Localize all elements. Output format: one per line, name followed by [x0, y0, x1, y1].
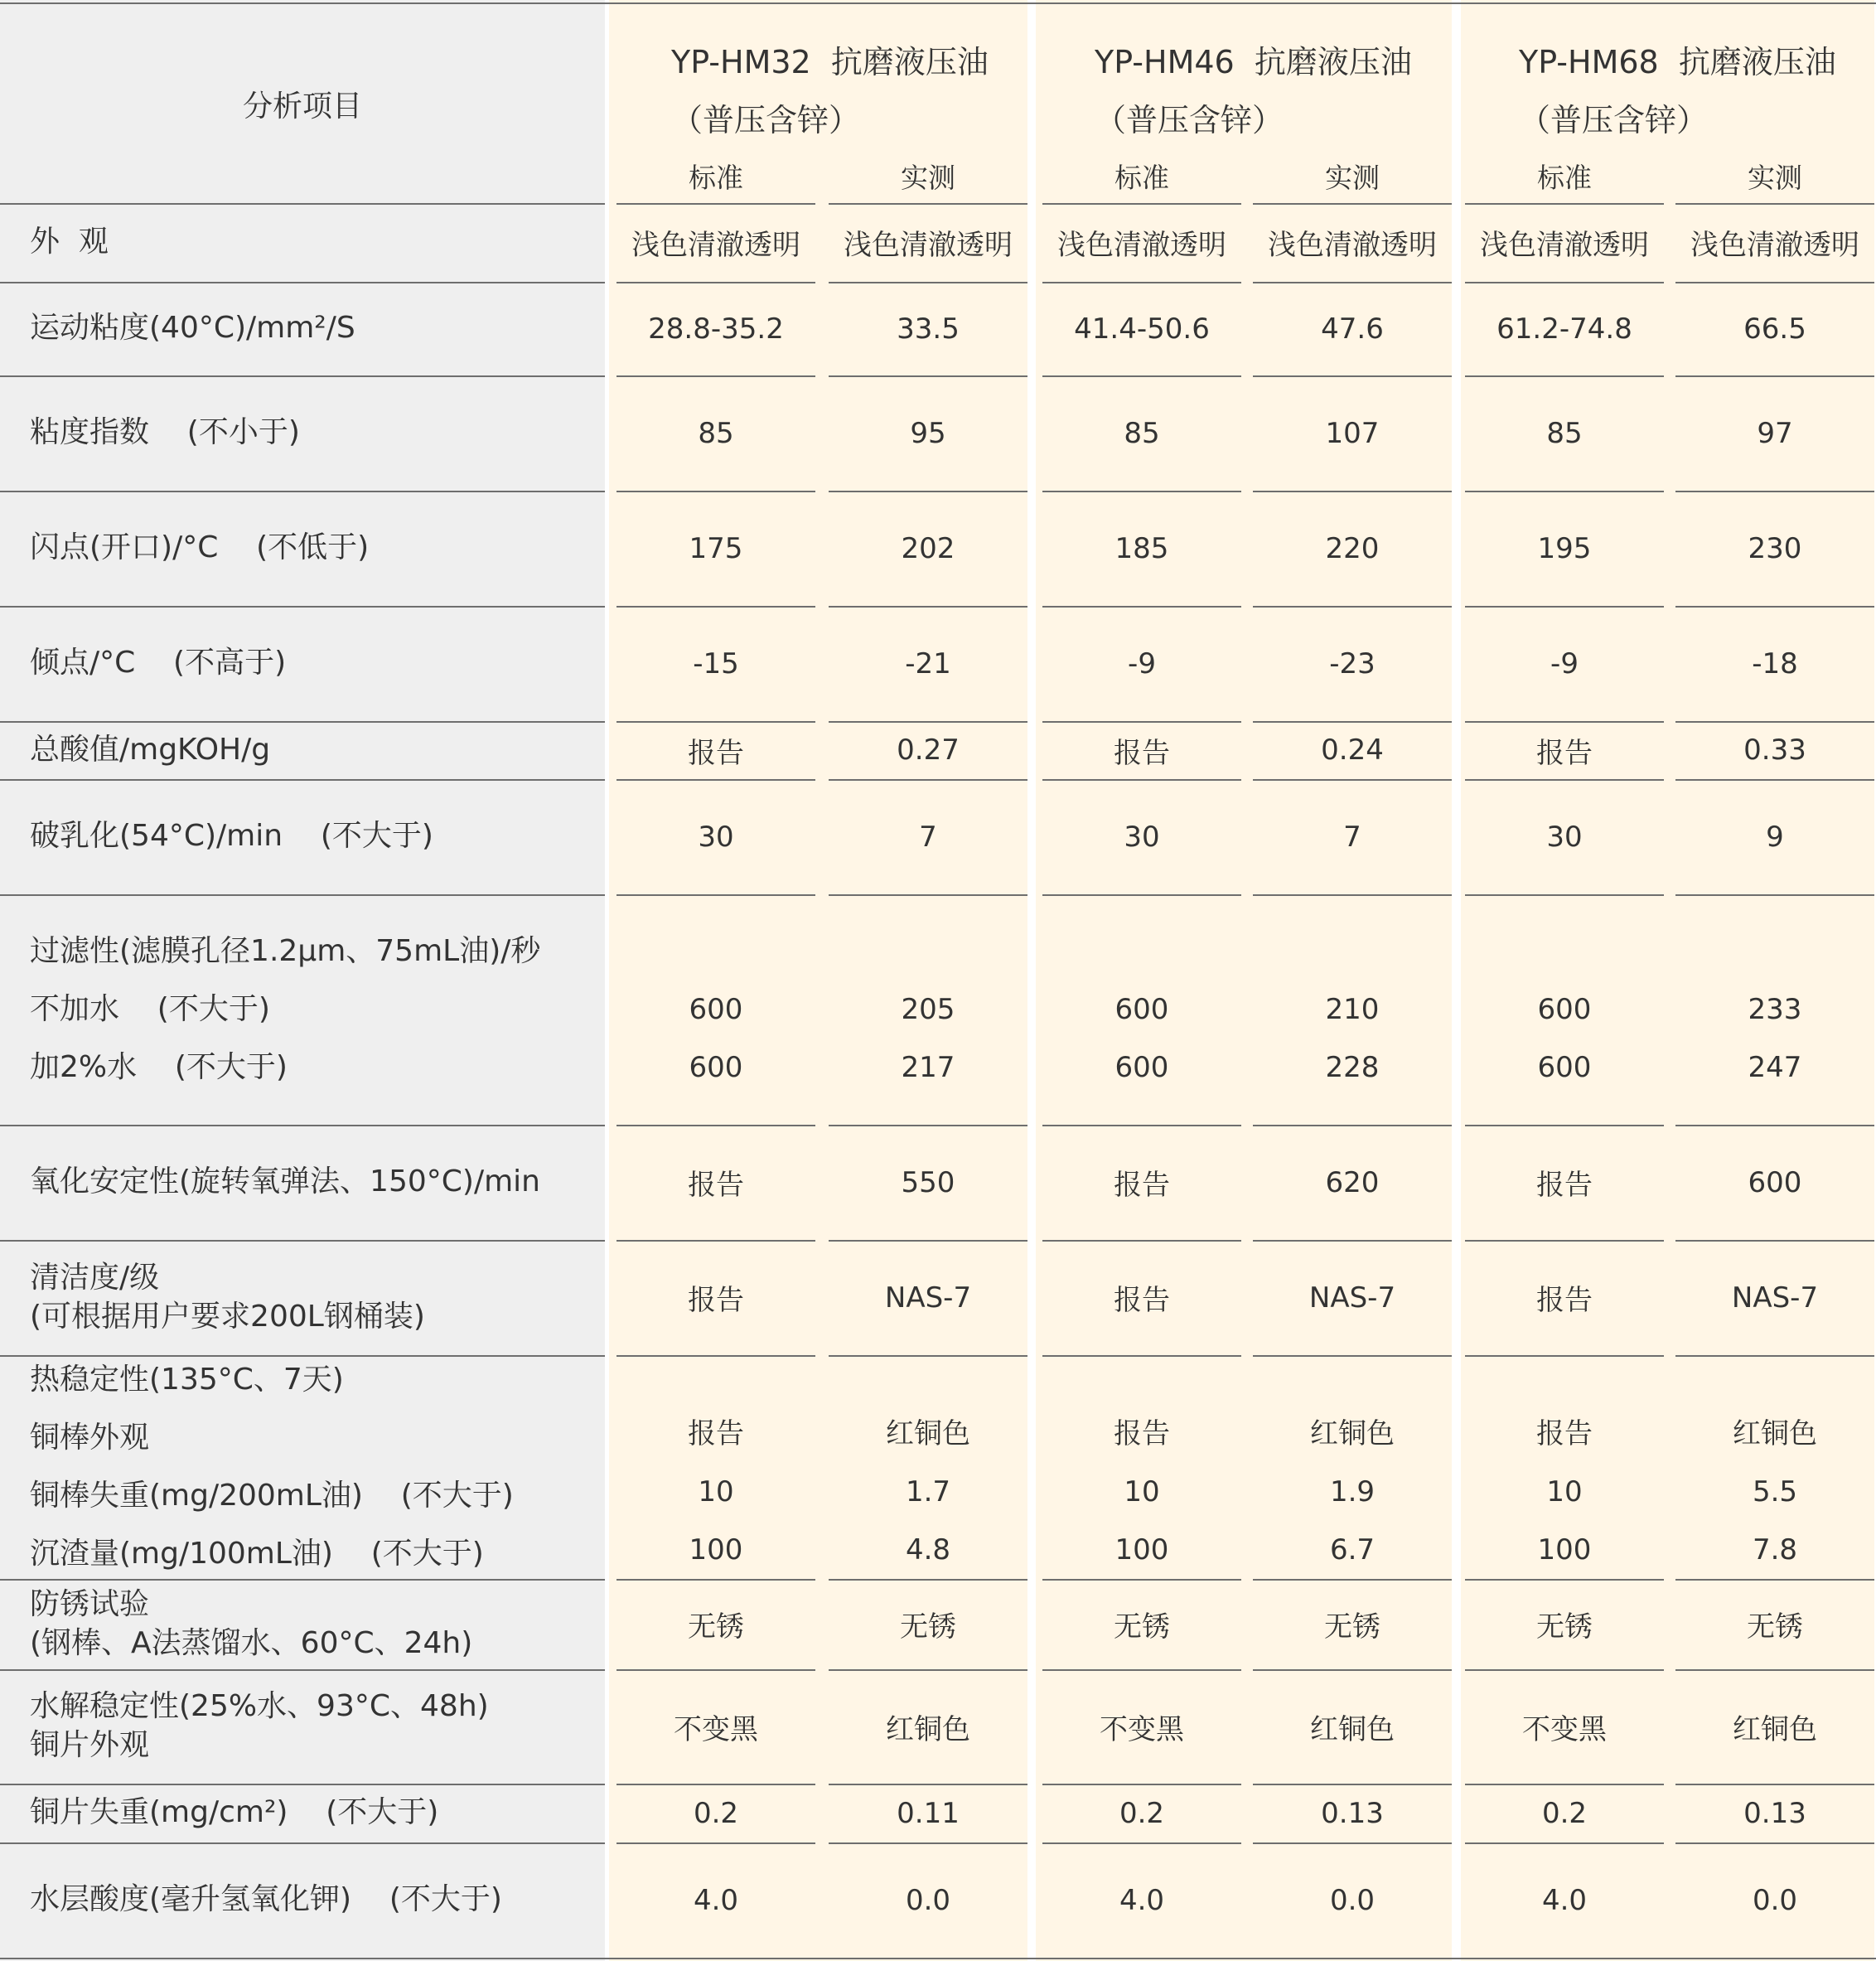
measured-value-cell	[1675, 1240, 1874, 1355]
row-label-line: 热稳定性(135°C、7天)	[30, 1363, 344, 1397]
measured-value-cell	[829, 721, 1027, 779]
cell-value: 28.8-35.2	[648, 312, 784, 346]
measured-value-cell	[829, 1579, 1027, 1669]
cell-value: 0.27	[897, 734, 960, 767]
row-label	[30, 491, 602, 606]
subheader-measured: 实测	[1325, 161, 1380, 194]
measured-value-cell	[1253, 1784, 1452, 1842]
measured-value-cell	[1253, 721, 1452, 779]
product-header-hm68	[1519, 33, 1836, 149]
cell-value: 7	[1343, 820, 1361, 854]
standard-value-cell	[616, 1355, 815, 1579]
row-label-line: 氧化安定性(旋转氧弹法、150°C)/min	[30, 1164, 540, 1199]
row-label-line: (可根据用户要求200L钢桶装)	[30, 1299, 425, 1334]
standard-value-cell	[616, 1669, 815, 1784]
subheader-standard: 标准	[1114, 161, 1169, 194]
measured-value-cell	[829, 282, 1027, 375]
product-header-hm46	[1095, 33, 1412, 149]
cell-value: 4.0	[693, 1883, 739, 1917]
cell-value: 报告	[688, 1169, 744, 1202]
standard-value-cell	[616, 721, 815, 779]
product-type: （普压含锌）	[671, 102, 861, 138]
standard-value-cell	[1465, 721, 1664, 779]
cell-value: NAS-7	[1731, 1281, 1819, 1315]
subheader-measured: 实测	[901, 161, 955, 194]
standard-value-cell	[1042, 1579, 1241, 1669]
cell-value: 红铜色	[1733, 1417, 1817, 1450]
measured-value-cell	[829, 491, 1027, 606]
measured-value-cell	[829, 1842, 1027, 1958]
measured-value-cell	[1253, 779, 1452, 894]
cell-value: 30	[698, 820, 734, 854]
measured-value-cell	[1253, 375, 1452, 491]
measured-value-cell	[1675, 1579, 1874, 1669]
standard-value-cell	[1465, 1579, 1664, 1669]
cell-value: 30	[1124, 820, 1160, 854]
measured-value-cell	[1675, 1125, 1874, 1240]
cell-value: 红铜色	[1310, 1417, 1395, 1450]
standard-value-cell	[616, 1125, 815, 1240]
row-label-line: 水解稳定性(25%水、93°C、48h)	[30, 1689, 489, 1724]
row-label-line: 不加水 (不大于)	[30, 992, 270, 1026]
measured-value-cell	[1253, 894, 1452, 1125]
standard-value-cell	[616, 375, 815, 491]
cell-value: 47.6	[1321, 312, 1384, 346]
cell-value: 0.24	[1321, 734, 1384, 767]
row-label-line: 闪点(开口)/°C (不低于)	[30, 530, 370, 565]
cell-value: 0.2	[693, 1796, 739, 1830]
measured-value-cell	[829, 1355, 1027, 1579]
cell-value: 600	[689, 993, 743, 1026]
cell-value: 4.0	[1119, 1883, 1165, 1917]
measured-value-cell	[829, 1240, 1027, 1355]
standard-value-cell	[616, 282, 815, 375]
row-label	[30, 779, 602, 894]
standard-value-cell	[1042, 1669, 1241, 1784]
measured-value-cell	[1253, 491, 1452, 606]
measured-value-cell	[829, 606, 1027, 721]
cell-value: 205	[901, 993, 955, 1026]
cell-value: 报告	[1536, 1284, 1593, 1317]
standard-value-cell	[616, 606, 815, 721]
standard-value-cell	[1465, 894, 1664, 1125]
cell-value: 0.2	[1541, 1796, 1588, 1830]
cell-value: 报告	[1114, 1169, 1170, 1202]
measured-value-cell	[1253, 282, 1452, 375]
row-label	[30, 1842, 602, 1958]
standard-value-cell	[616, 779, 815, 894]
row-label-line: 铜片外观	[30, 1728, 150, 1762]
cell-value: 5.5	[1752, 1475, 1798, 1508]
standard-value-cell	[616, 1784, 815, 1842]
row-label-line: 清洁度/级	[30, 1260, 160, 1295]
cell-value: 9	[1766, 820, 1784, 854]
measured-value-cell	[1675, 894, 1874, 1125]
row-label-line: 铜棒失重(mg/200mL油) (不大于)	[30, 1479, 514, 1513]
product-name: YP-HM32 抗磨液压油	[671, 44, 989, 80]
standard-value-cell	[1465, 1669, 1664, 1784]
cell-value: 报告	[1536, 736, 1593, 770]
row-label	[30, 721, 602, 779]
cell-value: 41.4-50.6	[1074, 312, 1210, 346]
standard-value-cell	[1042, 375, 1241, 491]
cell-value: 1.7	[905, 1475, 951, 1508]
cell-value: 报告	[1114, 736, 1170, 770]
standard-value-cell	[1042, 1784, 1241, 1842]
cell-value: 无锈	[1536, 1610, 1593, 1644]
cell-value: 100	[689, 1533, 743, 1566]
standard-value-cell	[1465, 282, 1664, 375]
row-label-line: 破乳化(54°C)/min (不大于)	[30, 819, 433, 854]
product-name: YP-HM68 抗磨液压油	[1519, 44, 1836, 80]
cell-value: 红铜色	[886, 1417, 970, 1450]
cell-value: 600	[1114, 1051, 1169, 1084]
product-type: （普压含锌）	[1095, 102, 1284, 138]
cell-value: 不变黑	[1100, 1712, 1184, 1746]
standard-value-cell	[1042, 1240, 1241, 1355]
top-rule	[0, 2, 1876, 4]
cell-value: -18	[1752, 646, 1798, 680]
cell-value: 浅色清澈透明	[1268, 229, 1437, 262]
row-label-line: 运动粘度(40°C)/mm²/S	[30, 311, 355, 346]
cell-value: 30	[1546, 820, 1583, 854]
row-label-line: 防锈试验	[30, 1586, 150, 1621]
cell-value: -21	[905, 646, 951, 680]
cell-value: 100	[1537, 1533, 1592, 1566]
cell-value: 233	[1748, 993, 1802, 1026]
measured-value-cell	[1675, 282, 1874, 375]
measured-value-cell	[1253, 1240, 1452, 1355]
row-label-line: 粘度指数 (不小于)	[30, 415, 300, 450]
row-label	[30, 1669, 602, 1784]
cell-value: 无锈	[1114, 1610, 1170, 1644]
cell-value: 无锈	[688, 1610, 744, 1644]
cell-value: 无锈	[900, 1610, 956, 1644]
cell-value: 175	[689, 531, 743, 565]
cell-value: 202	[901, 531, 955, 565]
measured-value-cell	[1253, 606, 1452, 721]
cell-value: 10	[1124, 1475, 1160, 1508]
product-type: （普压含锌）	[1519, 102, 1709, 138]
cell-value: -15	[693, 646, 739, 680]
standard-value-cell	[1042, 721, 1241, 779]
measured-value-cell	[1253, 1669, 1452, 1784]
measured-value-cell	[1675, 375, 1874, 491]
standard-value-cell	[616, 894, 815, 1125]
standard-value-cell	[1042, 779, 1241, 894]
measured-value-cell	[1253, 1579, 1452, 1669]
row-label	[30, 375, 602, 491]
row-label-line: 倾点/°C (不高于)	[30, 646, 287, 680]
measured-value-cell	[829, 203, 1027, 282]
cell-value: 7	[919, 820, 937, 854]
cell-value: -23	[1329, 646, 1376, 680]
cell-value: 0.0	[1329, 1883, 1376, 1917]
measured-value-cell	[1253, 1355, 1452, 1579]
standard-value-cell	[616, 491, 815, 606]
cell-value: NAS-7	[884, 1281, 972, 1315]
standard-value-cell	[1465, 375, 1664, 491]
cell-value: 报告	[688, 1284, 744, 1317]
cell-value: 红铜色	[1733, 1712, 1817, 1746]
cell-value: 不变黑	[1522, 1712, 1607, 1746]
cell-value: 600	[1537, 993, 1592, 1026]
row-label	[30, 606, 602, 721]
cell-value: 浅色清澈透明	[1690, 229, 1859, 262]
row-label-line: 过滤性(滤膜孔径1.2μm、75mL油)/秒	[30, 934, 541, 968]
cell-value: 6.7	[1329, 1533, 1376, 1566]
standard-value-cell	[1042, 282, 1241, 375]
measured-value-cell	[1675, 491, 1874, 606]
cell-value: 10	[1546, 1475, 1583, 1508]
cell-value: 185	[1114, 531, 1169, 565]
cell-value: 228	[1325, 1051, 1380, 1084]
measured-value-cell	[1253, 1125, 1452, 1240]
measured-value-cell	[1675, 1784, 1874, 1842]
row-label-line: 水层酸度(毫升氢氧化钾) (不大于)	[30, 1882, 502, 1917]
cell-value: 85	[1546, 416, 1583, 450]
measured-value-cell	[1675, 203, 1874, 282]
cell-value: 0.13	[1743, 1796, 1806, 1830]
cell-value: 33.5	[897, 312, 960, 346]
cell-value: 无锈	[1747, 1610, 1803, 1644]
measured-value-cell	[1675, 606, 1874, 721]
row-label-line: 铜棒外观	[30, 1421, 150, 1455]
row-label	[30, 1125, 602, 1240]
standard-value-cell	[616, 1842, 815, 1958]
standard-value-cell	[1042, 1842, 1241, 1958]
cell-value: 红铜色	[886, 1712, 970, 1746]
measured-value-cell	[829, 1669, 1027, 1784]
cell-value: 报告	[688, 1417, 744, 1450]
row-label-line: 总酸值/mgKOH/g	[30, 732, 271, 767]
cell-value: 报告	[1114, 1417, 1170, 1450]
standard-value-cell	[1465, 203, 1664, 282]
cell-value: 0.33	[1743, 734, 1806, 767]
subheader-standard: 标准	[689, 161, 743, 194]
cell-value: 报告	[688, 736, 744, 770]
cell-value: 210	[1325, 993, 1380, 1026]
standard-value-cell	[1042, 1125, 1241, 1240]
cell-value: 620	[1325, 1165, 1380, 1199]
bottom-rule	[0, 1958, 1876, 1959]
standard-value-cell	[1042, 203, 1241, 282]
measured-value-cell	[829, 375, 1027, 491]
cell-value: 7.8	[1752, 1533, 1798, 1566]
cell-value: 61.2-74.8	[1496, 312, 1632, 346]
row-label	[30, 203, 602, 282]
row-label	[30, 894, 602, 1125]
standard-value-cell	[616, 1579, 815, 1669]
cell-value: 4.0	[1541, 1883, 1588, 1917]
cell-value: 600	[689, 1051, 743, 1084]
standard-value-cell	[1465, 606, 1664, 721]
standard-value-cell	[1465, 1125, 1664, 1240]
row-label-line: 外 观	[30, 225, 109, 259]
cell-value: 红铜色	[1310, 1712, 1395, 1746]
cell-value: 100	[1114, 1533, 1169, 1566]
row-label-line: 加2%水 (不大于)	[30, 1050, 288, 1084]
cell-value: 1.9	[1329, 1475, 1376, 1508]
standard-value-cell	[616, 1240, 815, 1355]
cell-value: 230	[1748, 531, 1802, 565]
row-label	[30, 282, 602, 375]
standard-value-cell	[1042, 606, 1241, 721]
measured-value-cell	[829, 894, 1027, 1125]
row-label	[30, 1579, 602, 1669]
cell-value: 0.0	[1752, 1883, 1798, 1917]
row-label	[30, 1355, 602, 1579]
standard-value-cell	[1465, 491, 1664, 606]
measured-value-cell	[1675, 779, 1874, 894]
cell-value: 95	[910, 416, 946, 450]
cell-value: 报告	[1536, 1417, 1593, 1450]
cell-value: 不变黑	[674, 1712, 758, 1746]
cell-value: 0.0	[905, 1883, 951, 1917]
measured-value-cell	[1253, 1842, 1452, 1958]
standard-value-cell	[1042, 1355, 1241, 1579]
cell-value: 报告	[1114, 1284, 1170, 1317]
cell-value: 无锈	[1324, 1610, 1380, 1644]
cell-value: 0.13	[1321, 1796, 1384, 1830]
row-label-line: 铜片失重(mg/cm²) (不大于)	[30, 1795, 439, 1830]
standard-value-cell	[1465, 779, 1664, 894]
measured-value-cell	[829, 1784, 1027, 1842]
cell-value: 97	[1757, 416, 1793, 450]
cell-value: 247	[1748, 1051, 1802, 1084]
cell-value: 550	[901, 1165, 955, 1199]
cell-value: 600	[1748, 1165, 1802, 1199]
cell-value: 10	[698, 1475, 734, 1508]
cell-value: -9	[1550, 646, 1579, 680]
cell-value: 66.5	[1743, 312, 1806, 346]
cell-value: 报告	[1536, 1169, 1593, 1202]
measured-value-cell	[829, 779, 1027, 894]
measured-value-cell	[829, 1125, 1027, 1240]
cell-value: 0.2	[1119, 1796, 1165, 1830]
cell-value: 600	[1537, 1051, 1592, 1084]
cell-value: 107	[1325, 416, 1380, 450]
standard-value-cell	[1465, 1240, 1664, 1355]
cell-value: 600	[1114, 993, 1169, 1026]
cell-value: 85	[698, 416, 734, 450]
cell-value: 浅色清澈透明	[1057, 229, 1226, 262]
row-label-line: 沉渣量(mg/100mL油) (不大于)	[30, 1537, 484, 1571]
cell-value: 220	[1325, 531, 1380, 565]
row-label	[30, 1240, 602, 1355]
cell-value: 浅色清澈透明	[1480, 229, 1649, 262]
subheader-standard: 标准	[1537, 161, 1592, 194]
standard-value-cell	[1042, 894, 1241, 1125]
cell-value: 0.11	[897, 1796, 960, 1830]
cell-value: 4.8	[905, 1533, 951, 1566]
cell-value: 85	[1124, 416, 1160, 450]
measured-value-cell	[1675, 1669, 1874, 1784]
cell-value: 浅色清澈透明	[844, 229, 1013, 262]
measured-value-cell	[1675, 1842, 1874, 1958]
standard-value-cell	[1465, 1842, 1664, 1958]
cell-value: 217	[901, 1051, 955, 1084]
standard-value-cell	[1465, 1784, 1664, 1842]
cell-value: 浅色清澈透明	[631, 229, 800, 262]
standard-value-cell	[1042, 491, 1241, 606]
row-label	[30, 1784, 602, 1842]
cell-value: -9	[1128, 646, 1156, 680]
product-name: YP-HM46 抗磨液压油	[1095, 44, 1412, 80]
standard-value-cell	[616, 203, 815, 282]
product-header-hm32	[671, 33, 989, 149]
measured-value-cell	[1253, 203, 1452, 282]
cell-value: 195	[1537, 531, 1592, 565]
header-item-label: 分析项目	[242, 89, 362, 123]
cell-value: NAS-7	[1308, 1281, 1396, 1315]
subheader-measured: 实测	[1748, 161, 1802, 194]
measured-value-cell	[1675, 721, 1874, 779]
measured-value-cell	[1675, 1355, 1874, 1579]
row-label-line: (钢棒、A法蒸馏水、60°C、24h)	[30, 1625, 473, 1660]
standard-value-cell	[1465, 1355, 1664, 1579]
